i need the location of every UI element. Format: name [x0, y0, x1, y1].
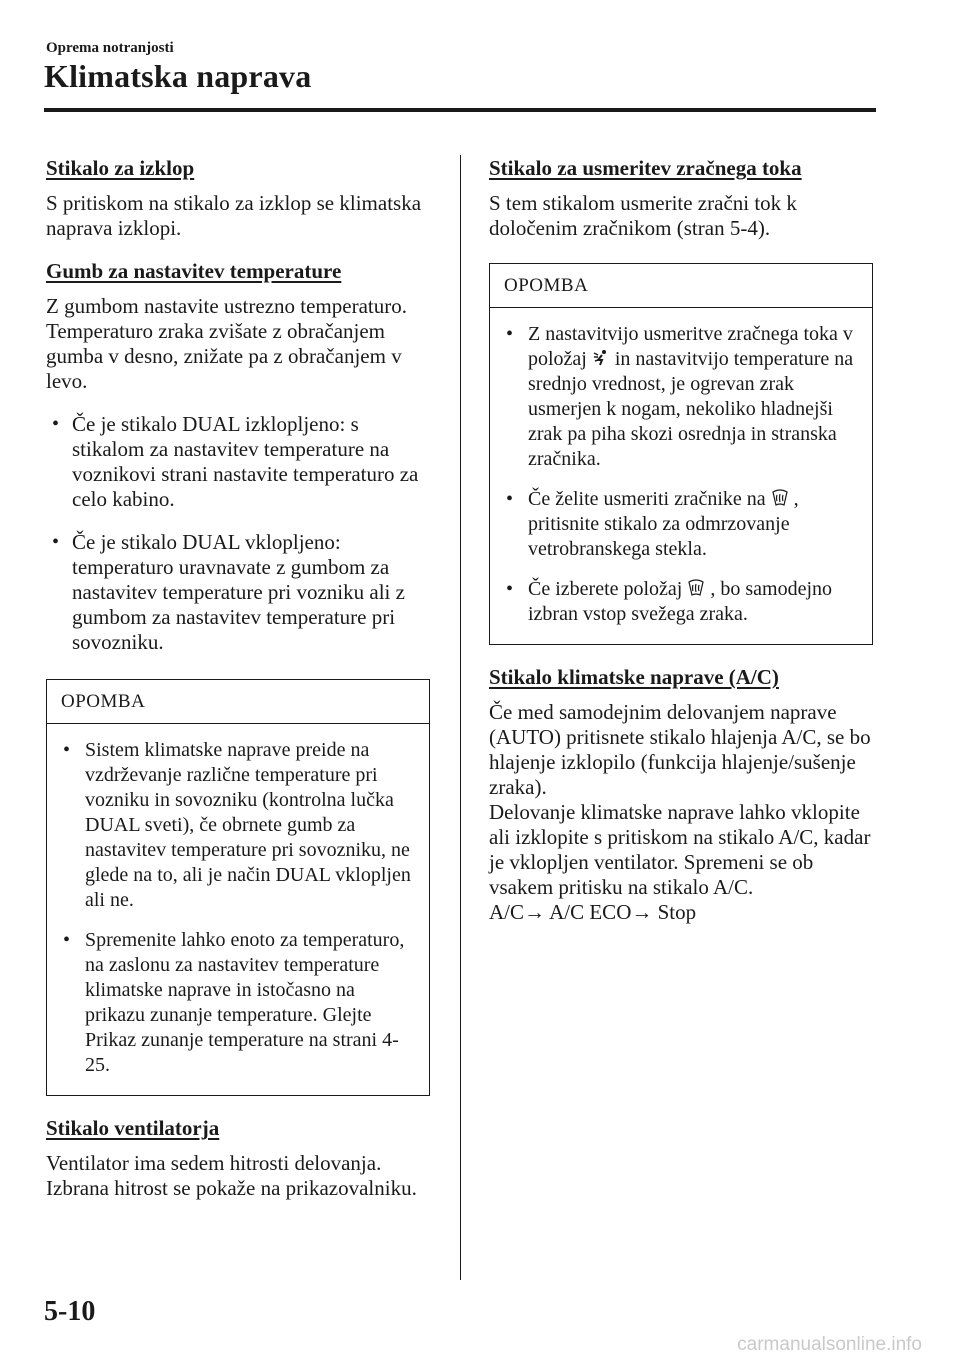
- page-number: 5-10: [44, 1296, 96, 1327]
- ac-switch-heading: Stikalo klimatske naprave (A/C): [489, 665, 779, 689]
- note-text: in nastavitvijo temperature na srednjo vrednost, je ogrevan zrak usmerjen k nogam, nekoliko hladnejši zrak pa piha skozi osrednja in stranska zračnika.: [528, 348, 854, 470]
- note-text: Če izberete položaj: [528, 578, 683, 600]
- note-title: OPOMBA: [490, 264, 872, 308]
- right-column: [489, 156, 877, 943]
- defrost-icon: [771, 489, 789, 507]
- list-item: • Če je stikalo DUAL vklopljeno: temperaturo uravnavate z gumbom za nastavitev temperature pri vozniku ali z gumbom za nastavitev temperature pri sovozniku.: [46, 530, 432, 655]
- list-item: • Spremenite lahko enoto za temperaturo, na zaslonu za nastavitev temperature klimatske naprave in istočasno na prikazu zunanje temperature. Glejte Prikaz zunanje temperature na strani 4-25.: [59, 928, 417, 1078]
- off-switch-text: S pritiskom na stikalo za izklop se klimatska naprava izklopi.: [46, 191, 422, 240]
- note-text: , bo samodejno izbran vstop svežega zraka.: [528, 578, 833, 625]
- temp-knob-text: Z gumbom nastavite ustrezno temperaturo. Temperaturo zraka zvišate z obračanjem gumba v desno, znižate pa z obračanjem v levo.: [46, 294, 407, 393]
- note-box-left: [46, 679, 430, 1096]
- note-text: , pritisnite stikalo za odmrzovanje vetrobranskega stekla.: [528, 488, 799, 560]
- note-title: OPOMBA: [47, 680, 429, 724]
- column-divider: [460, 155, 461, 1280]
- fan-switch-heading: Stikalo ventilatorja: [46, 1116, 220, 1140]
- airflow-text: S tem stikalom usmerite zračni tok k določenim zračnikom (stran 5-4).: [489, 191, 797, 240]
- defrost-icon: [687, 579, 705, 597]
- list-item: • Če je stikalo DUAL izklopljeno: s stikalom za nastavitev temperature na voznikovi strani nastavite temperaturo za celo kabino.: [46, 412, 432, 512]
- note-box-right: [489, 263, 873, 645]
- fan-switch-text: Ventilator ima sedem hitrosti delovanja. Izbrana hitrost se pokaže na prikazovalniku.: [46, 1151, 417, 1200]
- airflow-heading: Stikalo za usmeritev zračnega toka: [489, 156, 802, 180]
- ac-mode-sequence: A/C→ A/C ECO→ Stop: [489, 900, 697, 924]
- title-rule: [44, 108, 876, 112]
- off-switch-heading: Stikalo za izklop: [46, 156, 195, 180]
- floor-vent-icon: [592, 349, 610, 367]
- list-item: [502, 322, 860, 472]
- temp-knob-bullets: [46, 412, 432, 655]
- temp-knob-heading: Gumb za nastavitev temperature: [46, 259, 342, 283]
- left-column: [46, 156, 432, 1219]
- note-text: Če želite usmeriti zračnike na: [528, 488, 766, 510]
- chapter-title: Klimatska naprava: [44, 58, 312, 94]
- list-item: • Sistem klimatske naprave preide na vzdrževanje različne temperature pri vozniku in sovozniku (kontrolna lučka DUAL sveti), če obrnete gumb za nastavitev temperature pri sovozniku, ne glede na to, ali je način DUAL vklopljen ali ne.: [59, 738, 417, 913]
- note-text: Z nastavitvijo usmeritve zračnega toka v položaj: [528, 323, 853, 370]
- section-label: Oprema notranjosti: [46, 40, 174, 56]
- ac-switch-text-2: Delovanje klimatske naprave lahko vklopite ali izklopite s pritiskom na stikalo A/C, kadar je vklopljen ventilator. Spremeni se ob vsakem pritisku na stikalo A/C.: [489, 800, 871, 899]
- list-item: [502, 487, 860, 562]
- ac-switch-text: Če med samodejnim delovanjem naprave (AUTO) pritisnete stikalo hlajenja A/C, se bo hlajenje izklopilo (funkcija hlajenje/sušenje zraka).: [489, 700, 871, 799]
- list-item: [502, 577, 860, 627]
- watermark: carmanualsonline.info: [737, 1334, 922, 1355]
